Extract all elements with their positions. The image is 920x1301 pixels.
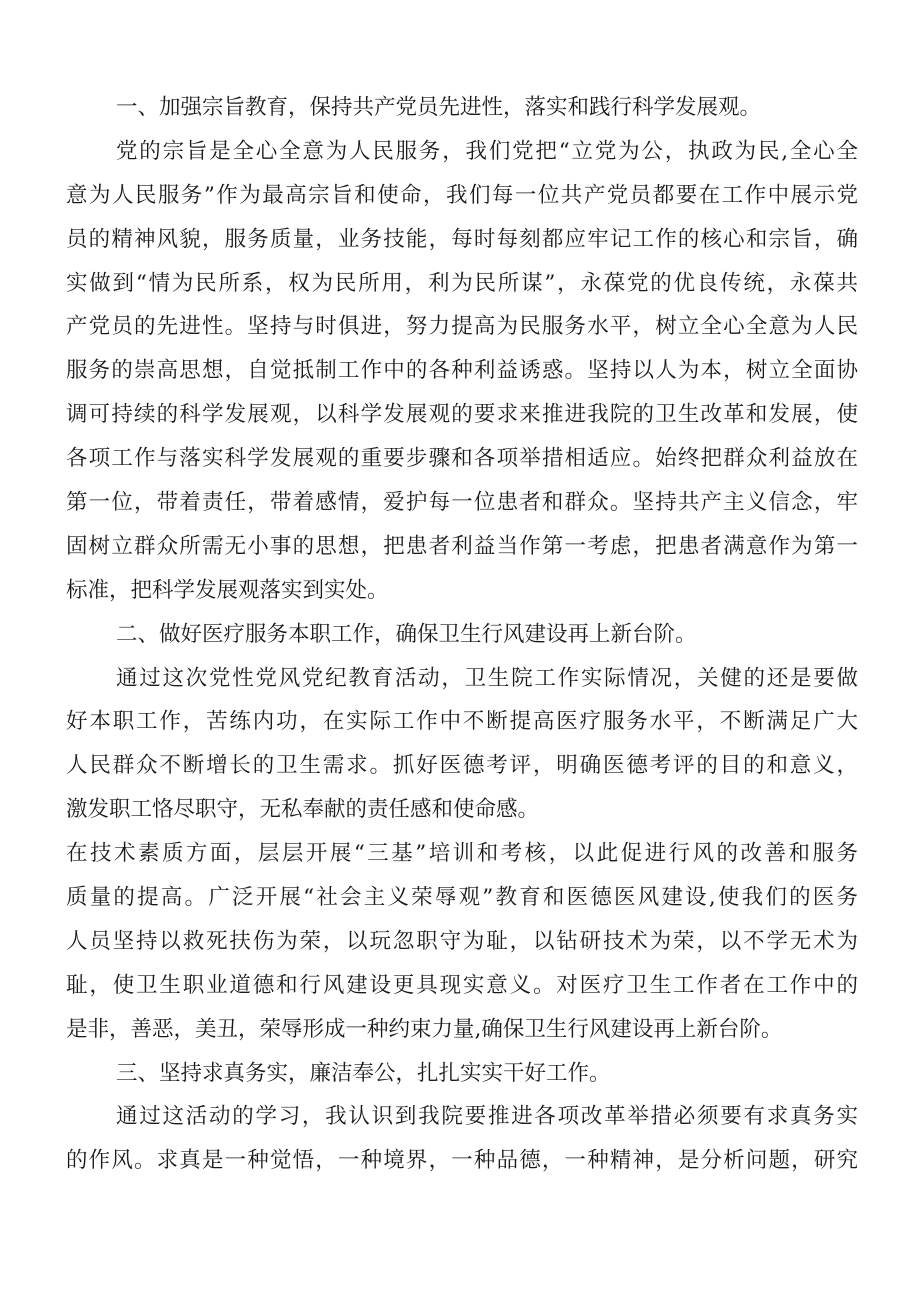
section-heading-3: 三、坚持求真务实，廉洁奉公，扎扎实实干好工作。 (116, 1060, 611, 1086)
paragraph-line: 产党员的先进性。坚持与时俱进，努力提高为民服务水平，树立全心全意为人民 (66, 314, 858, 340)
paragraph-line: 质量的提高。广泛开展“社会主义荣辱观”教育和医德医风建设,使我们的医务 (66, 885, 858, 911)
section-heading-1: 一、加强宗旨教育，保持共产党员先进性，落实和践行科学发展观。 (116, 95, 762, 120)
section-heading-2: 二、做好医疗服务本职工作，确保卫生行风建设再上新台阶。 (116, 621, 697, 647)
paragraph-line: 好本职工作，苦练内功，在实际工作中不断提高医疗服务水平，不断满足广大 (66, 709, 858, 735)
paragraph-line: 第一位，带着责任，带着感情，爱护每一位患者和群众。坚持共产主义信念，牢 (66, 490, 858, 516)
paragraph-line: 党的宗旨是全心全意为人民服务，我们党把“立党为公，执政为民,全心全 (116, 138, 858, 164)
paragraph-line: 通过这次党性党风党纪教育活动，卫生院工作实际情况，关健的还是要做 (116, 665, 858, 691)
paragraph-line: 人员坚持以救死扶伤为荣，以玩忽职守为耻，以钻研技术为荣，以不学无术为 (66, 928, 858, 954)
paragraph-line: 标准，把科学发展观落实到实处。 (66, 577, 389, 603)
paragraph-line: 服务的崇高思想，自觉抵制工作中的各种利益诱惑。坚持以人为本，树立全面协 (66, 358, 858, 384)
paragraph-line: 固树立群众所需无小事的思想，把患者利益当作第一考虑，把患者满意作为第一 (66, 533, 858, 559)
paragraph-line: 耻，使卫生职业道德和行风建设更具现实意义。对医疗卫生工作者在工作中的 (66, 972, 858, 998)
paragraph-line: 调可持续的科学发展观，以科学发展观的要求来推进我院的卫生改革和发展，使 (66, 402, 858, 428)
paragraph-line: 的作风。求真是一种觉悟，一种境界，一种品德，一种精神，是分析问题，研究 (66, 1148, 858, 1174)
paragraph-line: 人民群众不断增长的卫生需求。抓好医德考评，明确医德考评的目的和意义， (66, 753, 858, 779)
paragraph-line: 意为人民服务”作为最高宗旨和使命，我们每一位共产党员都要在工作中展示党 (66, 182, 858, 208)
paragraph-line: 员的精神风貌，服务质量，业务技能，每时每刻都应牢记工作的核心和宗旨，确 (66, 226, 858, 252)
paragraph-line: 通过这活动的学习，我认识到我院要推进各项改革举措必须要有求真务实 (116, 1104, 858, 1130)
paragraph-line: 各项工作与落实科学发展观的重要步骤和各项举措相适应。始终把群众利益放在 (66, 446, 858, 472)
document-body (66, 86, 858, 1183)
paragraph-line: 激发职工恪尽职守，无私奉献的责任感和使命感。 (66, 797, 540, 823)
paragraph-line: 在技术素质方面，层层开展“三基”培训和考核，以此促进行风的改善和服务 (66, 841, 858, 867)
paragraph-line: 是非，善恶，美丑，荣辱形成一种约束力量,确保卫生行风建设再上新台阶。 (66, 1016, 783, 1042)
paragraph-line: 实做到“情为民所系，权为民所用，利为民所谋”，永葆党的优良传统，永葆共 (66, 270, 858, 296)
